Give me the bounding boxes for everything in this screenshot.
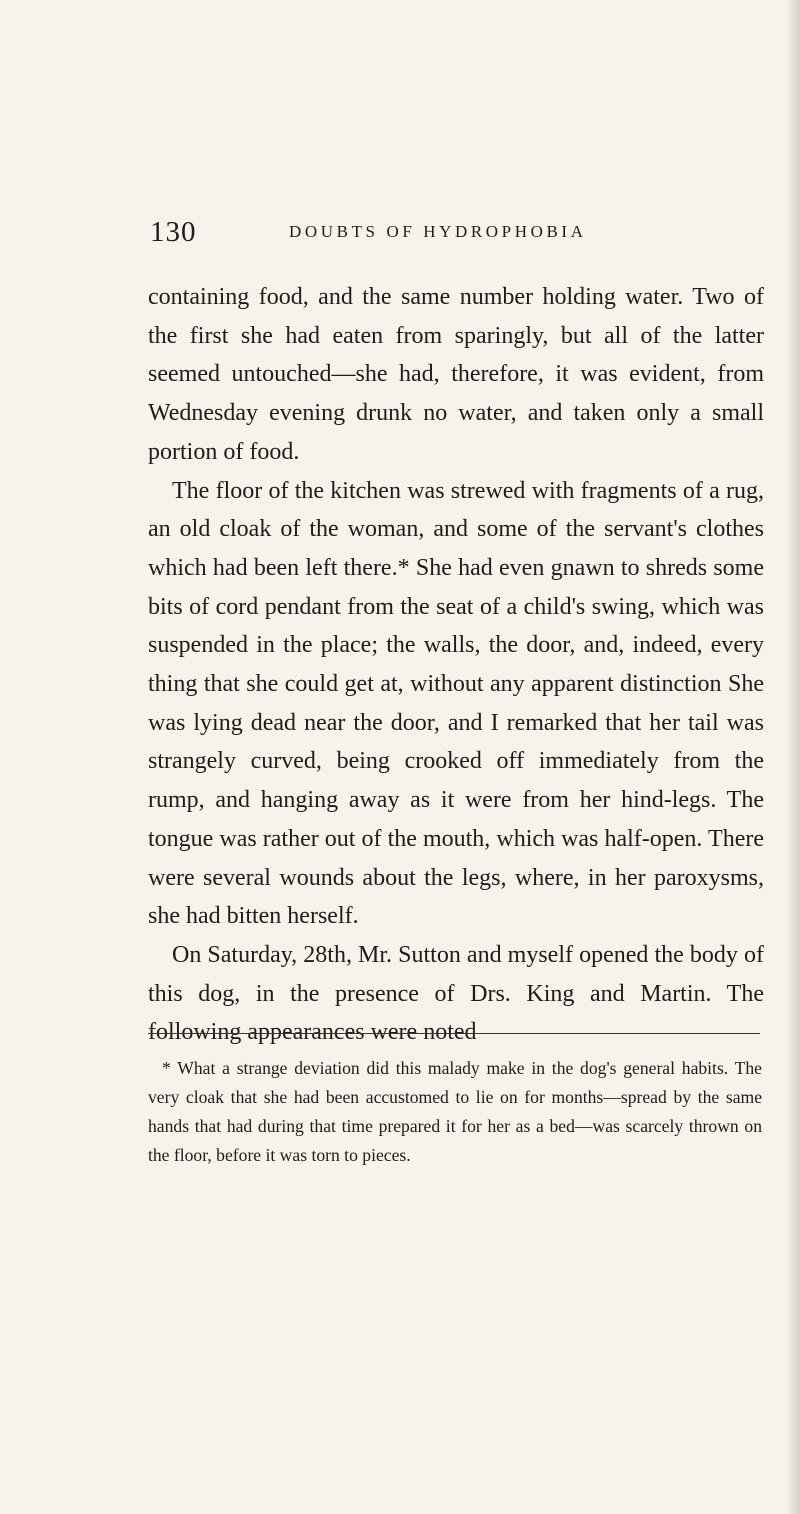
paragraph: On Saturday, 28th, Mr. Sutton and myself opened the body of this dog, in the presence of Drs. King and Martin. The following appearances were noted	[148, 941, 764, 1046]
paragraph: containing food, and the same number holding water. Two of the first she had eaten from sparingly, but all of the latter seemed untouched—she had, therefore, it was evident, from Wednesday evening drunk no water, and taken only a small portion of food.	[148, 284, 764, 465]
page-number: 130	[150, 216, 197, 248]
page-header	[150, 212, 750, 252]
footnote: * What a strange deviation did this malady make in the dog's general habits. The very cloak that she had been accustomed to lie on for months—spread by the same hands that had during that time prepared it for her as a bed—was scarcely thrown on the floor, before it was torn to pieces.	[148, 1058, 762, 1165]
footnote-divider	[148, 1033, 760, 1034]
body-text	[148, 278, 764, 1052]
page-edge-shadow	[786, 0, 800, 1514]
paragraph: The floor of the kitchen was strewed with fragments of a rug, an old cloak of the woman, and some of the servant's clothes which had been left there.* She had even gnawn to shreds some bits of cord pendant from the seat of a child's swing, which was suspended in the place; the walls, the door, and, indeed, every thing that she could get at, without any apparent distinction She was lying dead near the door, and I remarked that her tail was strangely curved, being crooked off immediately from the rump, and hanging away as it were from her hind-legs. The tongue was rather out of the mouth, which was half-open. There were several wounds about the legs, where, in her paroxysms, she had bitten herself.	[148, 477, 764, 930]
running-head: DOUBTS OF HYDROPHOBIA	[289, 222, 587, 241]
